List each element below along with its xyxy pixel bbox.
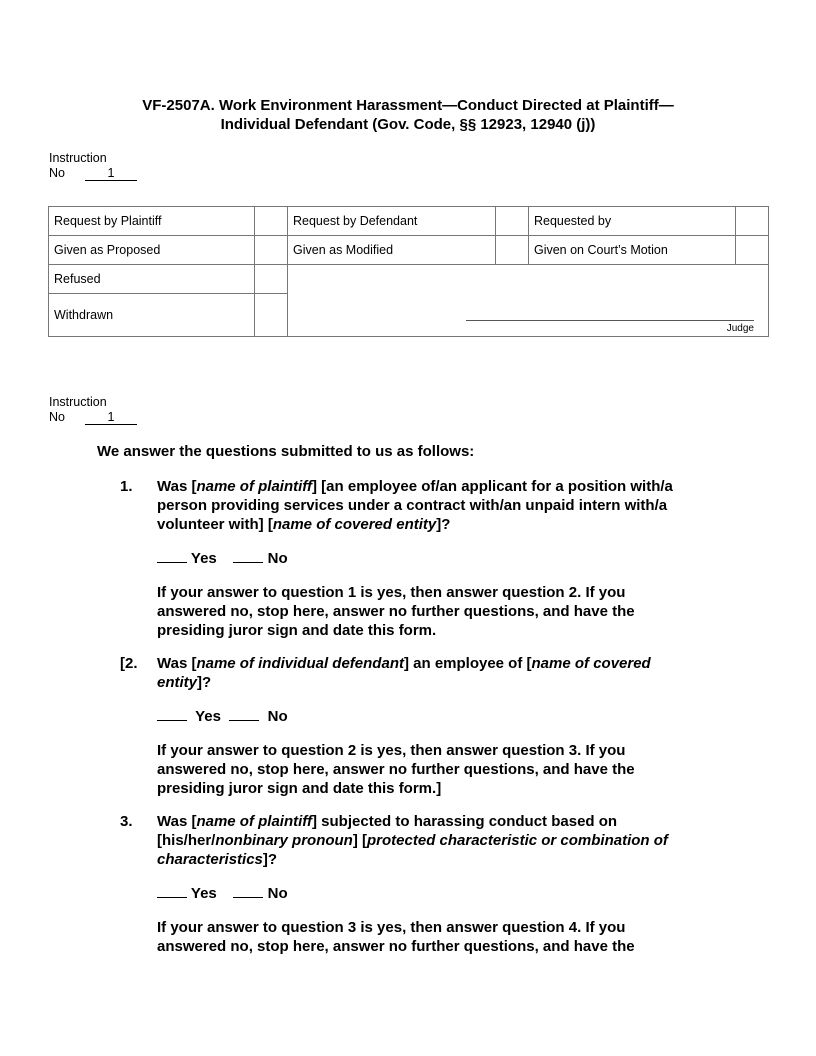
- question-3: [120, 812, 720, 956]
- given-as-modified-checkbox[interactable]: [496, 236, 529, 265]
- given-as-proposed-label: Given as Proposed: [49, 236, 255, 265]
- q-text: ]?: [436, 516, 451, 533]
- answer-options: [157, 707, 720, 726]
- yes-blank[interactable]: [157, 708, 187, 721]
- q-placeholder: name of covered entity: [157, 655, 651, 691]
- requested-by-checkbox[interactable]: [736, 207, 769, 236]
- answer-options: [157, 884, 720, 903]
- no-label: No: [267, 708, 288, 725]
- q-placeholder: protected characteristic or combination of characteristics: [157, 832, 668, 868]
- q-text: Was [: [157, 478, 197, 495]
- instruction-number: 1: [85, 167, 137, 181]
- question-1: [120, 477, 720, 640]
- instruction-number-block-2: [49, 395, 137, 425]
- no-label: No: [267, 885, 288, 902]
- question-2: [120, 654, 720, 798]
- given-on-courts-motion-checkbox[interactable]: [736, 236, 769, 265]
- request-by-plaintiff-checkbox[interactable]: [255, 207, 288, 236]
- judge-label: Judge: [726, 323, 754, 334]
- withdrawn-checkbox[interactable]: [255, 294, 288, 337]
- q-text: ] [an employee of/an applicant for a position with/a person providing services under a contract with/an unpaid intern with/a volunteer with] [: [157, 478, 673, 533]
- no-label: No: [49, 166, 65, 180]
- q-text: ] subjected to harassing conduct based on [his/her/: [157, 813, 618, 849]
- withdrawn-label: Withdrawn: [49, 294, 255, 337]
- document-title: [0, 96, 816, 134]
- judge-signature-area: [288, 265, 769, 337]
- request-by-defendant-checkbox[interactable]: [496, 207, 529, 236]
- q-text: Was [: [157, 813, 197, 830]
- no-blank[interactable]: [233, 550, 263, 563]
- q-text: ]?: [262, 851, 278, 868]
- given-as-proposed-checkbox[interactable]: [255, 236, 288, 265]
- question-instruction: If your answer to question 1 is yes, then answer question 2. If you answered no, stop here, answer no further questions, and have the presiding juror sign and date this form.: [157, 584, 635, 639]
- q-placeholder: nonbinary pronoun: [215, 832, 353, 849]
- judge-signature-line[interactable]: [466, 320, 754, 321]
- q-text: ]?: [197, 674, 212, 691]
- refused-checkbox[interactable]: [255, 265, 288, 294]
- title-line-1: VF-2507A. Work Environment Harassment—Conduct Directed at Plaintiff—: [142, 97, 674, 114]
- q-text: ] [: [352, 832, 368, 849]
- q-placeholder: name of plaintiff: [196, 813, 313, 830]
- q-text: Was [: [157, 655, 197, 672]
- instruction-number: 1: [85, 411, 137, 425]
- given-on-courts-motion-label: Given on Court’s Motion: [528, 236, 735, 265]
- yes-label: Yes: [190, 885, 217, 902]
- instruction-number-block: [49, 151, 137, 181]
- instruction-label: Instruction: [49, 395, 107, 409]
- no-blank[interactable]: [233, 885, 263, 898]
- answer-options: [157, 549, 720, 568]
- yes-label: Yes: [190, 550, 217, 567]
- title-line-2: Individual Defendant (Gov. Code, §§ 12923, 12940 (j)): [220, 116, 596, 133]
- yes-label: Yes: [195, 708, 221, 725]
- question-instruction: If your answer to question 3 is yes, then answer question 4. If you answered no, stop here, answer no further questions, and have the: [157, 919, 635, 955]
- q-text: ] an employee of [: [403, 655, 532, 672]
- no-label: No: [49, 410, 65, 424]
- refused-label: Refused: [49, 265, 255, 294]
- q-placeholder: name of individual defendant: [196, 655, 404, 672]
- request-by-plaintiff-label: Request by Plaintiff: [49, 207, 255, 236]
- given-as-modified-label: Given as Modified: [288, 236, 496, 265]
- question-number: [2.: [120, 655, 138, 672]
- question-number: 3.: [120, 813, 133, 830]
- yes-blank[interactable]: [157, 885, 187, 898]
- instruction-disposition-table: [48, 206, 769, 337]
- q-placeholder: name of plaintiff: [196, 478, 313, 495]
- request-by-defendant-label: Request by Defendant: [288, 207, 496, 236]
- instruction-label: Instruction: [49, 151, 107, 165]
- lead-statement: We answer the questions submitted to us as follows:: [97, 443, 475, 460]
- yes-blank[interactable]: [157, 550, 187, 563]
- no-label: No: [267, 550, 288, 567]
- requested-by-label: Requested by: [528, 207, 735, 236]
- q-placeholder: name of covered entity: [272, 516, 437, 533]
- question-instruction: If your answer to question 2 is yes, then answer question 3. If you answered no, stop here, answer no further questions, and have the presiding juror sign and date this form.]: [157, 742, 635, 797]
- no-blank[interactable]: [229, 708, 259, 721]
- question-number: 1.: [120, 478, 133, 495]
